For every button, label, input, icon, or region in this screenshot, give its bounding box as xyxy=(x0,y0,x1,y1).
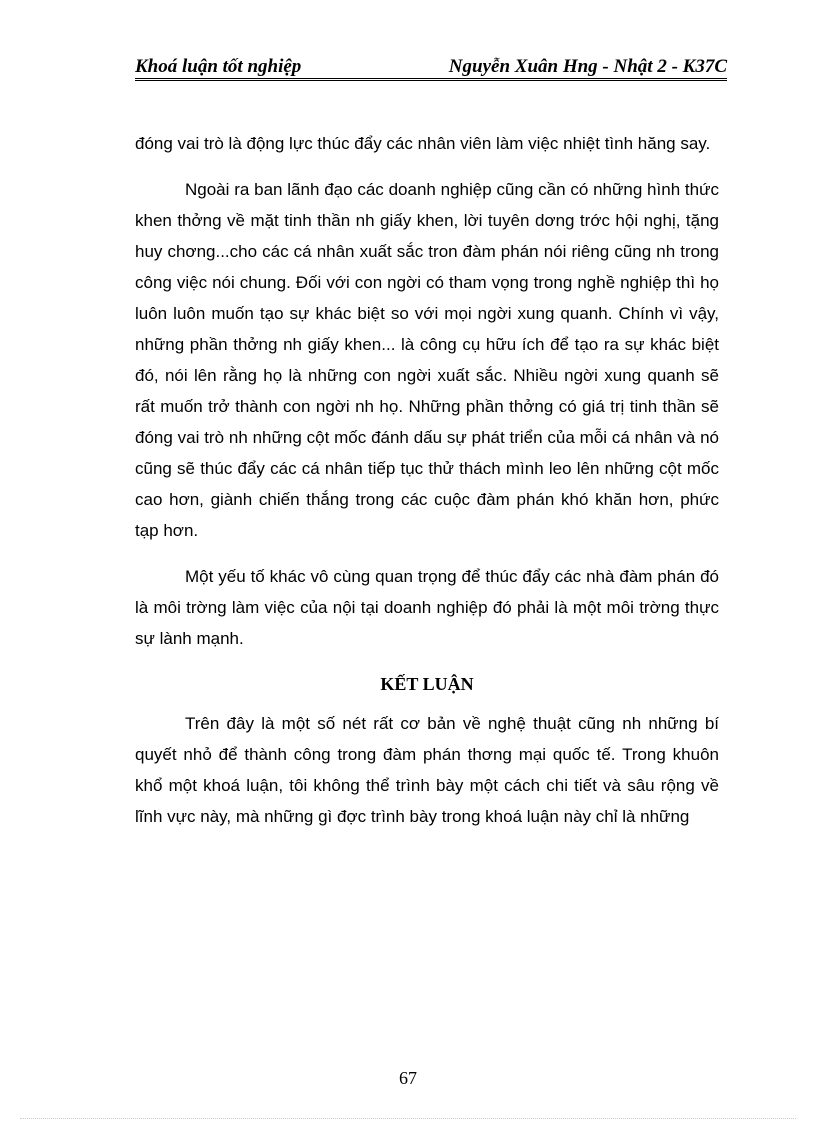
header-author: Nguyễn Xuân Hng - Nhật 2 - K37C xyxy=(448,56,727,77)
paragraph-1: đóng vai trò là động lực thúc đẩy các nhân viên làm việc nhiệt tình hăng say. xyxy=(135,134,711,153)
page-bottom-divider xyxy=(20,1118,796,1119)
page-number: 67 xyxy=(399,1068,417,1088)
section-heading: KẾT LUẬN xyxy=(380,674,474,694)
page-header xyxy=(135,54,727,81)
header-thesis-title: Khoá luận tốt nghiệp xyxy=(135,56,302,77)
paragraph-3: Một yếu tố khác vô cùng quan trọng để thúc đẩy các nhà đàm phán đó là môi trờng làm việc của nội tại doanh nghiệp đó phải là một môi trờng thực sự lành mạnh. xyxy=(135,567,719,648)
conclusion-paragraph: Trên đây là một số nét rất cơ bản về nghệ thuật cũng nh những bí quyết nhỏ để thành công trong đàm phán thơng mại quốc tế. Trong khuôn khổ một khoá luận, tôi không thể trình bày một cách chi tiết và sâu rộng về lĩnh vực này, mà những gì đợc trình bày trong khoá luận này chỉ là những xyxy=(135,714,719,826)
paragraph-2: Ngoài ra ban lãnh đạo các doanh nghiệp cũng cần có những hình thức khen thởng về mặt tinh thần nh giấy khen, lời tuyên dơng trớc hội nghị, tặng huy chơng...cho các cá nhân xuất sắc tron đàm phán nói riêng cũng nh trong công việc nói chung. Đối với con ngời có tham vọng trong nghề nghiệp thì họ luôn luôn muốn tạo sự khác biệt so với mọi ngời xung quanh. Chính vì vậy, những phần thởng nh giấy khen... là công cụ hữu ích để tạo ra sự khác biệt đó, nói lên rằng họ là những con ngời xuất sắc. Nhiều ngời xung quanh sẽ rất muốn trở thành con ngời nh họ. Những phần thởng có giá trị tinh thần sẽ đóng vai trò nh những cột mốc đánh dấu sự phát triển của mỗi cá nhân và nó cũng sẽ thúc đẩy các cá nhân tiếp tục thử thách mình leo lên những cột mốc cao hơn, giành chiến thắng trong các cuộc đàm phán khó khăn hơn, phức tạp hơn. xyxy=(135,180,719,540)
page-body xyxy=(135,128,719,847)
